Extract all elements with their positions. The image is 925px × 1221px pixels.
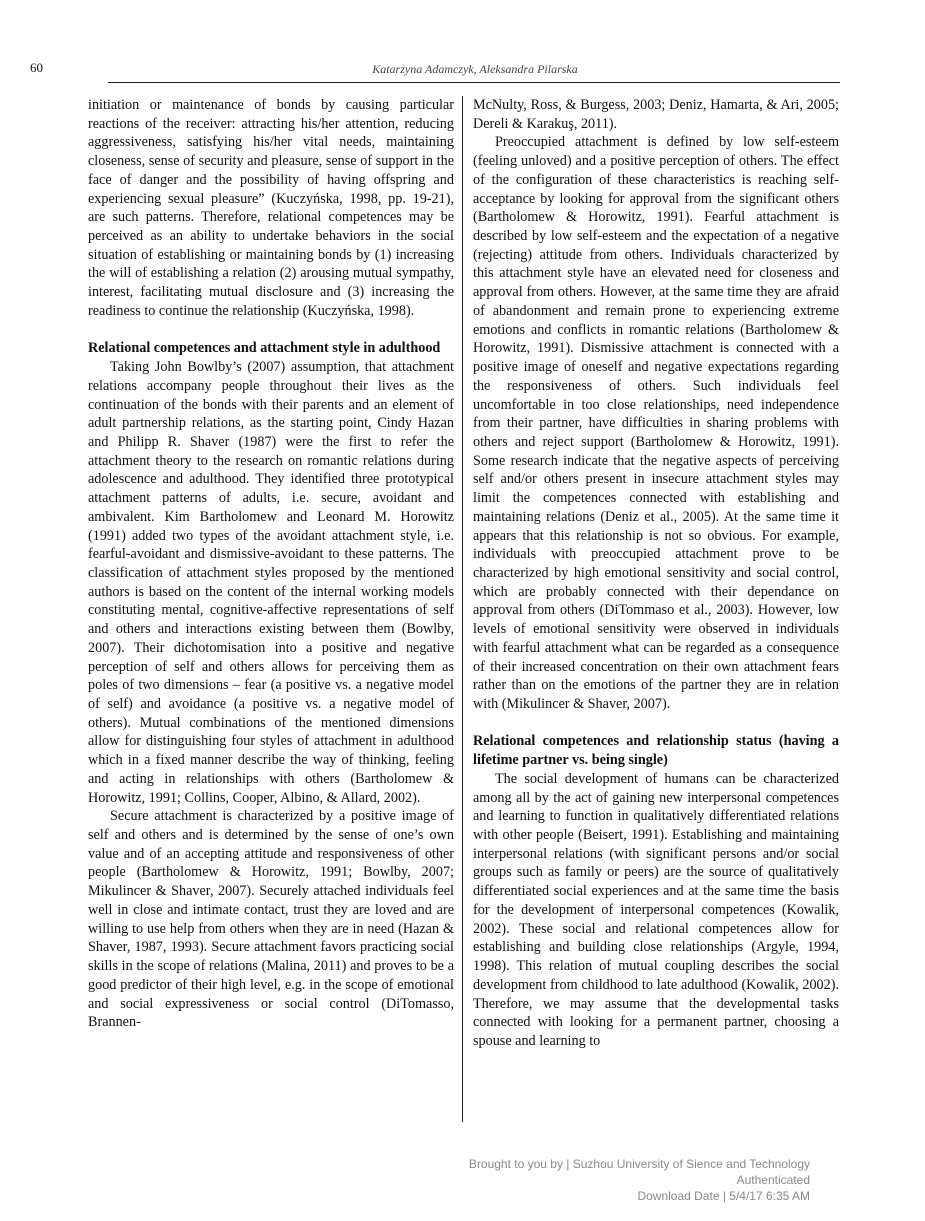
right-column: [473, 96, 839, 1051]
spacer: [88, 321, 454, 340]
paragraph: McNulty, Ross, & Burgess, 2003; Deniz, Hamarta, & Ari, 2005; Dereli & Karakuş, 2011).: [473, 97, 839, 132]
footer-download-date: Download Date | 5/4/17 6:35 AM: [637, 1189, 810, 1203]
header-rule: [108, 82, 840, 83]
column-divider: [462, 96, 463, 1122]
paragraph: Secure attachment is characterized by a positive image of self and others and is determined by the sense of one’s own value and of an accepting attitude and responsiveness of other people (Bartholomew & Horowitz, 1991; Bowlby, 2007; Mikulincer & Shaver, 2007). Securely attached individuals feel well in close and intimate contact, trust they are loved and are willing to use help from others when they are in need (Hazan & Shaver, 1987, 1993). Secure attachment favors practicing social skills in the scope of relations (Malina, 2011) and proves to be a good predictor of their high level, e.g. in the scope of emotional and social expressiveness or social control (DiTomasso, Brannen-: [88, 808, 454, 1031]
download-footer: [469, 1156, 810, 1204]
paragraph: initiation or maintenance of bonds by causing particular reactions of the receiver: attracting his/her attention, reducing aggressiveness, satisfying his/her vital needs, maintaining closeness, sense of security and pleasure, sense of support in the face of danger and the possibility of having offspring and experiencing sexual pleasure” (Kuczyńska, 1998, pp. 19-21), are such patterns. Therefore, relational competences may be perceived as an ability to undertake behaviors in the social situation of establishing or maintaining bonds by (1) increasing the will of establishing a relation (2) arousing mutual sympathy, interest, facilitating mutual disclosure and (3) increasing the readiness to continue the relationship (Kuczyńska, 1998).: [88, 97, 454, 319]
left-column: [88, 96, 454, 1032]
page-number: 60: [30, 60, 43, 75]
section-heading: Relational competences and relationship status (having a lifetime partner vs. being single): [473, 733, 839, 769]
footer-source: Brought to you by | Suzhou University of Sience and Technology: [468, 1157, 810, 1171]
spacer: [473, 714, 839, 733]
running-head: Katarzyna Adamczyk, Aleksandra Pilarska: [372, 62, 578, 76]
section-heading: Relational competences and attachment style in adulthood: [88, 340, 441, 357]
footer-authenticated: Authenticated: [736, 1173, 810, 1187]
paragraph: Preoccupied attachment is defined by low self-esteem (feeling unloved) and a positive perception of others. The effect of the configuration of these characteristics is reaching self-acceptance by looking for approval from the significant others (Bartholomew & Horowitz, 1991). Fearful attachment is described by low self-esteem and the expectation of a negative (rejecting) attitude from others. Individuals characterized by this attachment style have an elevated need for closeness and approval from others. However, at the same time they are afraid of abandonment and remain prone to experiencing extreme emotions and conflicts in romantic relations (Bartholomew & Horowitz, 1991). Dismissive attachment is connected with a positive image of oneself and negative expectations regarding the responsiveness of others. Such individuals feel uncomfortable in too close relationships, need independence from their partner, have difficulties in sharing problems with others and reject support (Bartholomew & Horowitz, 1991). Some research indicate that the negative aspects of perceiving self and/or others present in insecure attachment styles may limit the competences connected with establishing and maintaining relations (Deniz et al., 2005). At the same time it appears that this relationship is not so obvious. For example, individuals with preoccupied attachment prove to be characterized by high emotional sensitivity and social control, which are probably connected with their dependance on approval from others (DiTommaso et al., 2003). However, low levels of emotional sensitivity were observed in individuals with fearful attachment what can be regarded as a consequence of their increased concentration on their own attachment fears rather than on the emotions of the partner they are in relation with (Mikulincer & Shaver, 2007).: [473, 134, 839, 712]
paragraph: Taking John Bowlby’s (2007) assumption, that attachment relations accompany people throughout their lives as the continuation of the bonds with their parents and an element of adult partnership relations, as the starting point, Cindy Hazan and Philipp R. Shaver (1987) were the first to refer the attachment theory to the research on romantic relations during adolescence and adulthood. They identified three prototypical attachment patterns of adults, i.e. secure, avoidant and ambivalent. Kim Bartholomew and Leonard M. Horowitz (1991) added two types of the avoidant attachment style, i.e. fearful-avoidant and dismissive-avoidant to these patterns. The classification of attachment styles proposed by the mentioned authors is based on the content of the internal working models constituting mental, cognitive-affective representations of self and others and interactions existing between them (Bowlby, 2007). Their dichotomisation into a positive and negative perception of self and others allows for perceiving them as poles of two dimensions – fear (a positive vs. a negative model of self) and avoidance (a positive vs. a negative model of others). Mutual combinations of the mentioned dimensions allow for distinguishing four styles of attachment in adulthood which in a fixed manner describe the way of thinking, feeling and acting in relationships with others (Bartholomew & Horowitz, 1991; Collins, Cooper, Albino, & Allard, 2002).: [88, 359, 454, 806]
paragraph: The social development of humans can be characterized among all by the act of gaining new interpersonal competences and learning to function in qualitatively differentiated relations with other people (Beisert, 1991). Establishing and maintaining interpersonal relations (with significant persons and/or social groups such as family or peers) are the source of qualitatively differentiated social experiences and at the same time the basis for the development of interpersonal competences (Kowalik, 2002). These social and relational competences allow for establishing and building close relationships (Argyle, 1994, 1998). This relation of mutual coupling describes the social development from childhood to late adulthood (Kowalik, 2002). Therefore, we may assume that the developmental tasks connected with looking for a permanent partner, choosing a spouse and learning to: [473, 770, 839, 1049]
